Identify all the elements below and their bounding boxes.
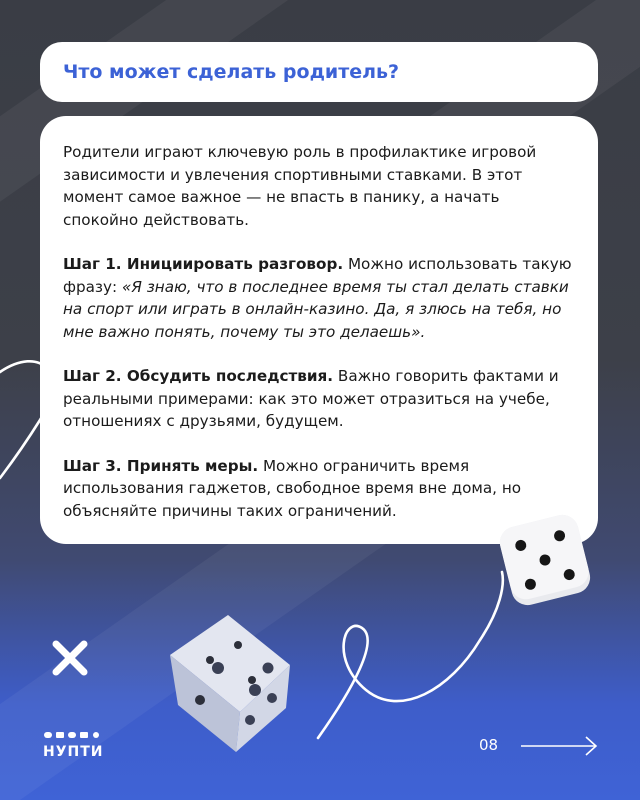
logo-text: НУПТИ: [43, 744, 104, 758]
intro-paragraph: Родители играют ключевую роль в профилактике игровой зависимости и увлечения спортивными ставками. В этот момент самое важное — не впасть в панику, а начать спокойно действовать.: [63, 143, 537, 229]
page-number: 08: [479, 736, 499, 754]
dice-icon: [170, 615, 290, 752]
page-title: Что может сделать родитель?: [63, 61, 400, 83]
step-1-heading: Шаг 1. Инициировать разговор.: [63, 255, 344, 273]
step-3-text: Можно ограничить время использования гаджетов, свободное время вне дома, но объясняйте причины таких ограничений.: [63, 456, 522, 520]
swirl-line: [318, 572, 503, 738]
step-3-heading: Шаг 3. Принять меры.: [63, 456, 259, 475]
dice-icon: [497, 512, 594, 609]
cross-icon: [56, 644, 84, 672]
step-2-text: Важно говорить фактами и реальными примерами: как это может отразиться на учебе, отношениях с друзьями, будущем.: [63, 367, 559, 430]
step-1-text: Можно использовать такую фразу:: [63, 255, 572, 296]
logo-icon: [42, 730, 112, 758]
arrow-right-icon[interactable]: [520, 735, 600, 757]
step-2-heading: Шаг 2. Обсудить последствия.: [63, 367, 334, 385]
step-1-quote: «Я знаю, что в последнее время ты стал делать ставки на спорт или играть в онлайн-казино. Да, я злюсь на тебя, но мне важно понять, почему ты это делаешь».: [63, 277, 569, 341]
